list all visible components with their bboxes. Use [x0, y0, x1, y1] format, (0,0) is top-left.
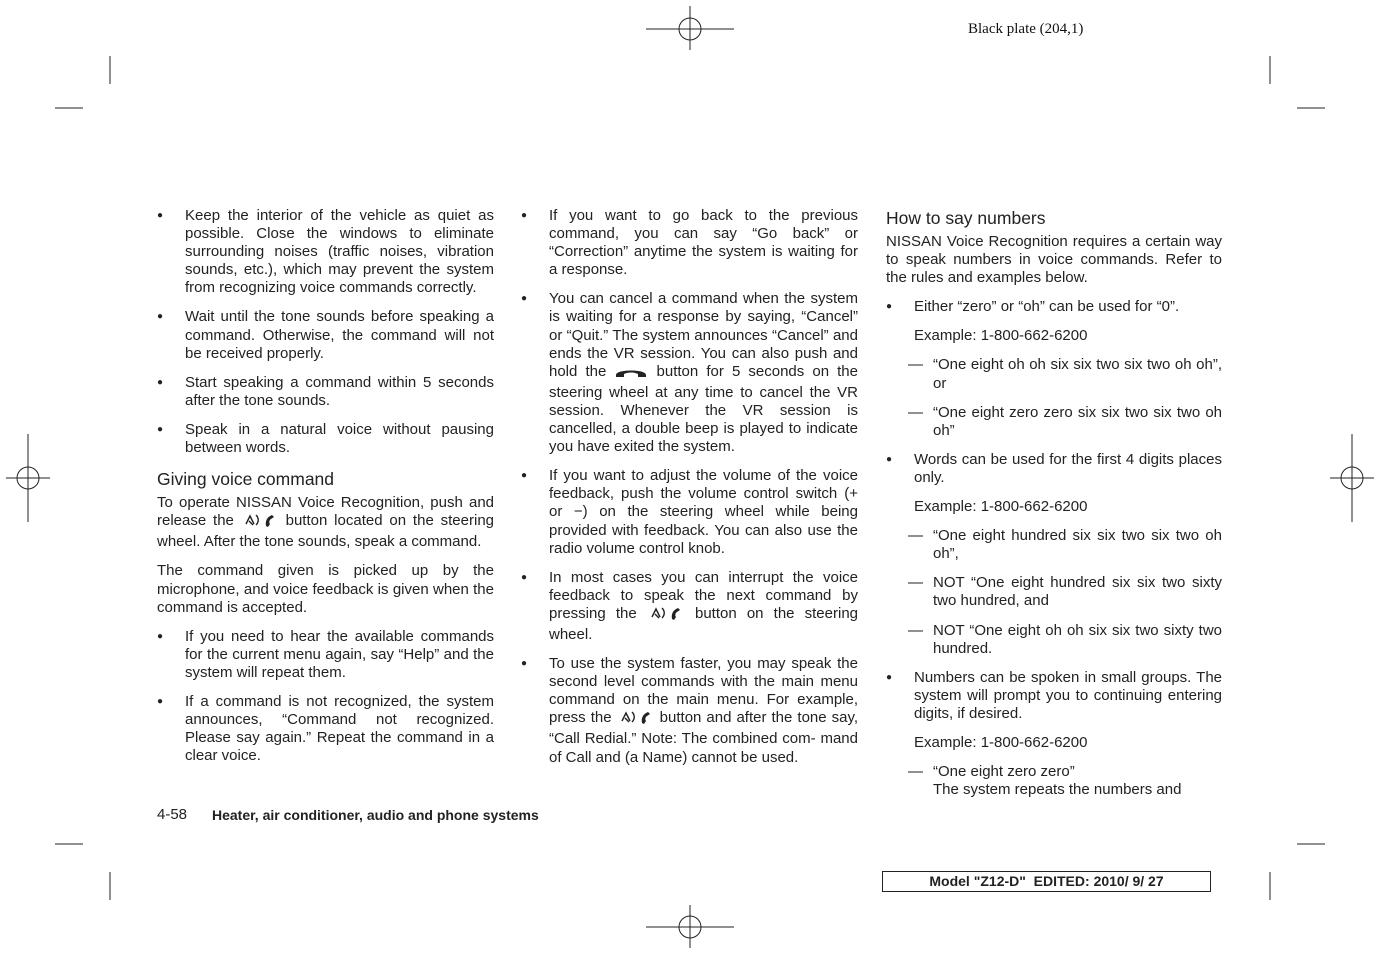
text: You can cancel a command when the system is waiting for a response by saying, “Cancel” or “Quit.” The system announces “Cancel” and ends the VR session. You can also push and hold the — [549, 290, 858, 380]
tips-list — [521, 207, 858, 767]
text: To operate NISSAN Voice Recognition, push and release the — [157, 494, 494, 530]
dash-item — [886, 763, 1222, 799]
list-item: ● If you need to hear the available commands for the current menu again, say “Help” and the system will repeat them. — [157, 628, 494, 682]
list-item: ● If you want to go back to the previous command, you can say “Go back” or “Correction” anytime the system is waiting for a response. — [521, 207, 858, 279]
talk-phone-icon — [617, 709, 655, 730]
edited-date: 2010/ 9/ 27 — [1093, 873, 1164, 889]
text: button for 5 seconds on the steering wheel at any time to cancel the VR session. Whenever the VR session is cancelled, a double beep is played to indicate you have exited the system. — [549, 362, 858, 456]
dash-item — [886, 404, 1222, 440]
list-item: ● Speak in a natural voice without pausing between words. — [157, 421, 494, 457]
page-number: 4-58 — [157, 806, 188, 823]
text: “One eight oh oh six six two six two oh oh”, or — [933, 356, 1222, 392]
dash-mark: — — [908, 356, 923, 374]
list-item — [521, 655, 858, 767]
text: “One eight hundred six six two six two oh oh”, — [933, 527, 1222, 563]
hang-up-phone-icon — [614, 365, 648, 384]
tips-list — [157, 207, 494, 457]
section-heading: Giving voice command — [157, 469, 335, 490]
text: button on the steering wheel. — [549, 604, 859, 643]
list-item: ● Words can be used for the first 4 digits places only. — [886, 451, 1222, 487]
dash-item — [886, 356, 1222, 392]
dash-mark: — — [908, 574, 923, 592]
column-right — [886, 207, 1222, 799]
list-item: ● If a command is not recognized, the system announces, “Command not recognized. Please say again.” Repeat the command in a clear voice. — [157, 693, 494, 765]
dash-mark: — — [908, 527, 923, 545]
list-item: ● Numbers can be spoken in small groups. The system will prompt you to continuing entering digits, if desired. — [886, 669, 1222, 723]
paragraph — [157, 494, 494, 551]
text: In most cases you can interrupt the voice feedback to speak the next command by pressing the — [549, 568, 858, 622]
list-item: ● Wait until the tone sounds before speaking a command. Otherwise, the command will not be received properly. — [157, 308, 494, 362]
model-label: Model — [929, 873, 970, 889]
list-item: ● Start speaking a command within 5 seconds after the tone sounds. — [157, 374, 494, 410]
text: “One eight zero zero six six two six two oh oh” — [933, 403, 1222, 439]
talk-phone-icon — [647, 605, 685, 626]
talk-phone-icon — [241, 512, 279, 533]
list-item — [521, 569, 858, 644]
list-item: ● Either “zero” or “oh” can be used for “0”. — [886, 298, 1222, 316]
paragraph: The command given is picked up by the microphone, and voice feedback is given when the command is accepted. — [157, 562, 494, 616]
number-rules-list — [886, 669, 1222, 723]
dash-mark: — — [908, 763, 923, 781]
section-heading: How to say numbers — [886, 208, 1046, 228]
dash-item — [886, 527, 1222, 563]
text: NOT “One eight hundred six six two sixty two hundred, and — [933, 574, 1222, 610]
model-edit-box — [882, 871, 1211, 892]
paragraph: NISSAN Voice Recognition requires a certain way to speak numbers in voice commands. Refer to the rules and examples below. — [886, 233, 1222, 287]
text: button located on the steering wheel. After the tone sounds, speak a command. — [157, 512, 495, 551]
text: The system repeats the numbers and — [933, 781, 1182, 799]
dash-mark: — — [908, 403, 923, 421]
dash-item — [886, 622, 1222, 658]
example-label: Example: 1-800-662-6200 — [914, 327, 1088, 345]
column-left — [157, 207, 494, 776]
list-item — [521, 290, 858, 456]
text: To use the system faster, you may speak the second level commands with the main menu command on the main menu. For example, press the — [549, 655, 858, 727]
tips-list — [157, 628, 494, 766]
list-item: ● If you want to adjust the volume of the voice feedback, push the volume control switch (+ or −) on the steering wheel while being provided with feedback. You can also use the radio volume control knob. — [521, 467, 858, 557]
number-rules-list — [886, 298, 1222, 316]
number-rules-list — [886, 451, 1222, 487]
edited-label: EDITED: — [1033, 873, 1090, 889]
text: button and after the tone say, “Call Redial.” Note: The combined com- mand of Call and (a Name) cannot be used. — [549, 709, 859, 766]
column-middle — [521, 207, 858, 778]
plate-label: Black plate (204,1) — [968, 21, 1084, 37]
list-item: ● Keep the interior of the vehicle as quiet as possible. Close the windows to eliminate surrounding noises (traffic noises, vibration sounds, etc.), which may prevent the system from recognizing voice commands correctly. — [157, 207, 494, 297]
text: NOT “One eight oh oh six six two sixty two hundred. — [933, 621, 1222, 657]
example-label: Example: 1-800-662-6200 — [914, 498, 1088, 516]
text: “One eight zero zero” — [933, 763, 1075, 781]
example-label: Example: 1-800-662-6200 — [914, 733, 1088, 751]
dash-mark: — — [908, 621, 923, 639]
section-title: Heater, air conditioner, audio and phone systems — [212, 807, 539, 823]
model-code: "Z12-D" — [973, 873, 1026, 889]
dash-item — [886, 574, 1222, 610]
